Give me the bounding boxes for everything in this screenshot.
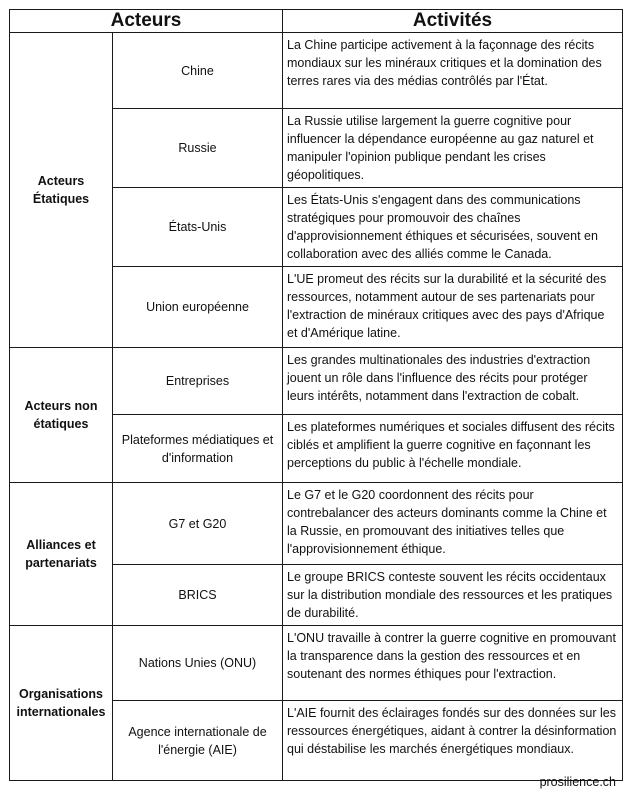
group-international-organisations: Organisations internationales xyxy=(10,626,113,781)
actor-cell: Entreprises xyxy=(113,348,283,415)
actor-cell: Plateformes médiatiques et d'information xyxy=(113,415,283,483)
table-row xyxy=(10,483,623,565)
header-actors: Acteurs xyxy=(10,10,283,33)
activity-cell: Le groupe BRICS conteste souvent les récits occidentaux sur la distribution mondiale des ressources et les pratiques de durabilité. xyxy=(283,565,623,626)
table-row xyxy=(10,348,623,415)
activity-cell: La Russie utilise largement la guerre cognitive pour influencer la dépendance européenne au gaz naturel et manipuler l'opinion publique pendant les crises géopolitiques. xyxy=(283,109,623,188)
group-state-actors: Acteurs Étatiques xyxy=(10,33,113,348)
actor-cell: Agence internationale de l'énergie (AIE) xyxy=(113,701,283,781)
actor-cell: BRICS xyxy=(113,565,283,626)
activity-cell: Les grandes multinationales des industries d'extraction jouent un rôle dans l'influence des récits pour protéger leurs intérêts, notamment dans l'extraction de cobalt. xyxy=(283,348,623,415)
activity-cell: Les plateformes numériques et sociales diffusent des récits ciblés et amplifient la guerre cognitive en façonnant les perceptions du public à l'échelle mondiale. xyxy=(283,415,623,483)
source-footer: prosilience.ch xyxy=(539,775,616,789)
activity-cell: La Chine participe activement à la façonnage des récits mondiaux sur les minéraux critiques et la domination des terres rares via des médias contrôlés par l'État. xyxy=(283,33,623,109)
table-row xyxy=(10,626,623,701)
actor-cell: États-Unis xyxy=(113,188,283,267)
activity-cell: L'UE promeut des récits sur la durabilité et la sécurité des ressources, notamment autour de ses partenariats pour l'extraction de minéraux critiques avec des pays d'Afrique et d'Amérique latine. xyxy=(283,267,623,348)
actor-cell: Russie xyxy=(113,109,283,188)
table-header-row xyxy=(10,10,623,33)
group-alliances: Alliances et partenariats xyxy=(10,483,113,626)
activity-cell: L'AIE fournit des éclairages fondés sur des données sur les ressources énergétiques, aidant à contrer la désinformation qui déstabilise les marchés énergétiques mondiaux. xyxy=(283,701,623,781)
actor-cell: Chine xyxy=(113,33,283,109)
actors-activities-table xyxy=(9,9,623,781)
actor-cell: Union européenne xyxy=(113,267,283,348)
actor-cell: G7 et G20 xyxy=(113,483,283,565)
activity-cell: L'ONU travaille à contrer la guerre cognitive en promouvant la transparence dans la gestion des ressources et en soutenant des normes éthiques pour l'extraction. xyxy=(283,626,623,701)
activity-cell: Les États-Unis s'engagent dans des communications stratégiques pour promouvoir des chaînes d'approvisionnement éthiques et sécurisées, souvent en collaboration avec des alliés comme le Canada. xyxy=(283,188,623,267)
actor-cell: Nations Unies (ONU) xyxy=(113,626,283,701)
group-non-state-actors: Acteurs non étatiques xyxy=(10,348,113,483)
activity-cell: Le G7 et le G20 coordonnent des récits pour contrebalancer des acteurs dominants comme la Chine et la Russie, en promouvant des initiatives telles que l'approvisionnement éthique. xyxy=(283,483,623,565)
header-activities: Activités xyxy=(283,10,623,33)
table-row xyxy=(10,33,623,109)
